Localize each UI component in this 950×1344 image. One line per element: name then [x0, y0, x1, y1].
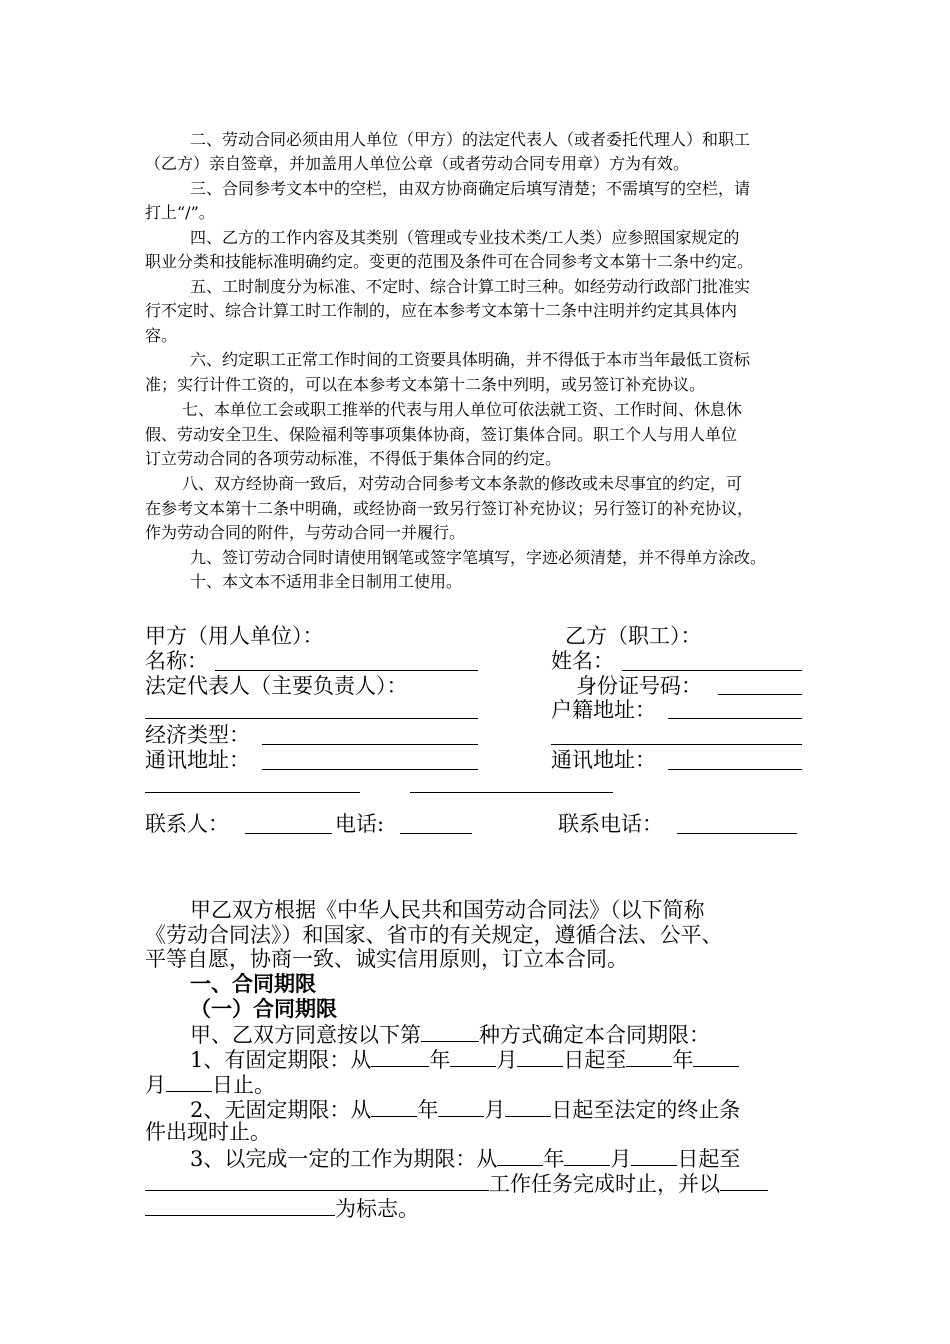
section-heading: 一、合同期限 [190, 971, 316, 996]
note-line: 七、本单位工会或职工推举的代表与用人单位可依法就工资、工作时间、休息休 [182, 400, 743, 419]
party-b-hukou-label: 户籍地址： [551, 698, 656, 722]
note-line: 八、双方经协商一致后，对劳动合同参考文本条款的修改或未尽事宜的约定，可 [182, 474, 743, 493]
party-b-addr-field[interactable] [668, 769, 802, 770]
task-start-day[interactable] [631, 1145, 677, 1166]
party-a-addr-label: 通讯地址： [145, 748, 250, 772]
note-line: （乙方）亲自签章，并加盖用人单位公章（或者劳动合同专用章）方为有效。 [145, 154, 690, 173]
note-line: 六、约定职工正常工作时间的工资要具体明确，并不得低于本市当年最低工资标 [190, 350, 751, 369]
open-day-from: 日起至法定的终止条 [551, 1098, 741, 1122]
term-choice-field[interactable] [421, 1021, 479, 1042]
open-start-day[interactable] [505, 1096, 551, 1117]
party-a-phone-label: 电话: [335, 812, 385, 836]
fixed-start-day[interactable] [517, 1046, 563, 1067]
note-line: 十、本文本不适用非全日制用工使用。 [190, 572, 463, 591]
fixed-month-label-2: 月 [145, 1073, 166, 1097]
note-line: 假、劳动安全卫生、保险福利等事项集体协商，签订集体合同。职工个人与用人单位 [145, 425, 738, 444]
fixed-day-from: 日起至 [563, 1048, 627, 1072]
term-choice-post: 种方式确定本合同期限： [479, 1023, 710, 1047]
note-line: 作为劳动合同的附件，与劳动合同一并履行。 [145, 523, 466, 542]
subsection-heading: （一）合同期限 [190, 996, 337, 1021]
intro-line: 《劳动合同法》）和国家、省市的有关规定，遵循合法、公平、 [145, 923, 723, 947]
task-term-end: 为标志。 [335, 1197, 419, 1221]
fixed-term-end: 日止。 [212, 1073, 275, 1097]
task-marker-field-2[interactable] [145, 1195, 335, 1216]
fixed-month-label: 月 [496, 1048, 518, 1072]
term-choice-line [190, 1021, 710, 1047]
party-a-rep-field[interactable] [145, 718, 478, 719]
open-term-line [190, 1096, 740, 1122]
note-line: 四、乙方的工作内容及其类别（管理或专业技术类/工人类）应参照国家规定的 [190, 228, 740, 247]
fixed-end-year[interactable] [626, 1046, 672, 1067]
task-start-year[interactable] [497, 1145, 543, 1166]
open-start-month[interactable] [438, 1096, 484, 1117]
open-term-line-2: 件出现时止。 [145, 1120, 271, 1144]
party-a-econ-field[interactable] [262, 744, 478, 745]
open-month-label: 月 [484, 1098, 506, 1122]
note-line: 容。 [145, 326, 178, 345]
party-b-id-field[interactable] [718, 694, 802, 695]
open-start-year[interactable] [371, 1096, 417, 1117]
party-a-econ-label: 经济类型： [145, 723, 250, 747]
task-term-line-3 [145, 1195, 419, 1221]
note-line: 准；实行计件工资的，可以在本参考文本第十二条中列明，或另签订补充协议。 [145, 375, 706, 394]
intro-line: 甲乙双方根据《中华人民共和国劳动合同法》（以下简称 [190, 898, 705, 922]
party-a-rep-label: 法定代表人（主要负责人）： [145, 674, 408, 698]
task-month-label: 月 [610, 1147, 632, 1171]
open-year-label: 年 [417, 1098, 439, 1122]
party-a-name-label: 名称： [145, 649, 208, 673]
intro-line: 平等自愿，协商一致、诚实信用原则，订立本合同。 [145, 947, 628, 971]
task-term-line [190, 1145, 740, 1171]
party-a-addr-field-2[interactable] [145, 792, 360, 793]
party-a-heading: 甲方（用人单位）： [145, 624, 324, 648]
fixed-year-label: 年 [429, 1048, 451, 1072]
party-b-heading: 乙方（职工）： [565, 624, 702, 648]
party-b-phone-label: 联系电话： [558, 812, 663, 836]
task-day-from: 日起至 [677, 1147, 741, 1171]
note-line: 在参考文本第十二条中明确，或经协商一致另行签订补充协议；另行签订的补充协议， [145, 499, 754, 518]
note-line: 二、劳动合同必须由用人单位（甲方）的法定代表人（或者委托代理人）和职工 [190, 130, 751, 149]
note-line: 订立劳动合同的各项劳动标准，不得低于集体合同的约定。 [145, 449, 562, 468]
fixed-start-year[interactable] [371, 1046, 429, 1067]
party-b-name-label: 姓名： [551, 649, 614, 673]
fixed-start-month[interactable] [450, 1046, 496, 1067]
party-a-contact-field[interactable] [245, 833, 332, 834]
task-term-pre: 3、以完成一定的工作为期限：从 [190, 1147, 498, 1171]
note-line: 职业分类和技能标准明确约定。变更的范围及条件可在合同参考文本第十二条中约定。 [145, 252, 754, 271]
open-term-pre: 2、无固定期限：从 [190, 1098, 372, 1122]
party-b-addr-label: 通讯地址： [551, 748, 656, 772]
term-choice-pre: 甲、乙双方同意按以下第 [190, 1023, 421, 1047]
party-a-addr-field[interactable] [262, 769, 478, 770]
fixed-term-line-2 [145, 1071, 275, 1097]
fixed-end-month[interactable] [693, 1046, 739, 1067]
note-line: 三、合同参考文本中的空栏，由双方协商确定后填写清楚；不需填写的空栏，请 [190, 179, 751, 198]
party-a-phone-field[interactable] [400, 833, 472, 834]
party-a-name-field[interactable] [215, 670, 478, 671]
task-term-line-2 [145, 1170, 768, 1196]
task-marker-field[interactable] [720, 1170, 768, 1191]
task-description-field[interactable] [145, 1170, 489, 1191]
party-b-hukou-field[interactable] [668, 718, 802, 719]
fixed-term-pre: 1、有固定期限：从 [190, 1048, 372, 1072]
party-b-phone-field[interactable] [677, 833, 797, 834]
note-line: 行不定时、综合计算工时工作制的，应在本参考文本第十二条中注明并约定其具体内 [145, 301, 738, 320]
fixed-end-day[interactable] [166, 1071, 212, 1092]
note-line: 五、工时制度分为标准、不定时、综合计算工时三种。如经劳动行政部门批准实 [190, 277, 751, 296]
party-b-id-label: 身份证号码： [576, 674, 702, 698]
task-term-mid: 工作任务完成时止，并以 [489, 1172, 720, 1196]
note-line: 打上“/”。 [145, 203, 215, 222]
party-b-hukou-field-2[interactable] [551, 744, 802, 745]
fixed-term-line [190, 1046, 739, 1072]
task-start-month[interactable] [564, 1145, 610, 1166]
party-a-contact-label: 联系人： [145, 812, 229, 836]
party-b-name-field[interactable] [622, 670, 802, 671]
note-line: 九、签订劳动合同时请使用钢笔或签字笔填写，字迹必须清楚，并不得单方涂改。 [190, 548, 767, 567]
party-a-addr-field-3[interactable] [410, 792, 613, 793]
fixed-year-label-2: 年 [672, 1048, 694, 1072]
task-year-label: 年 [543, 1147, 565, 1171]
